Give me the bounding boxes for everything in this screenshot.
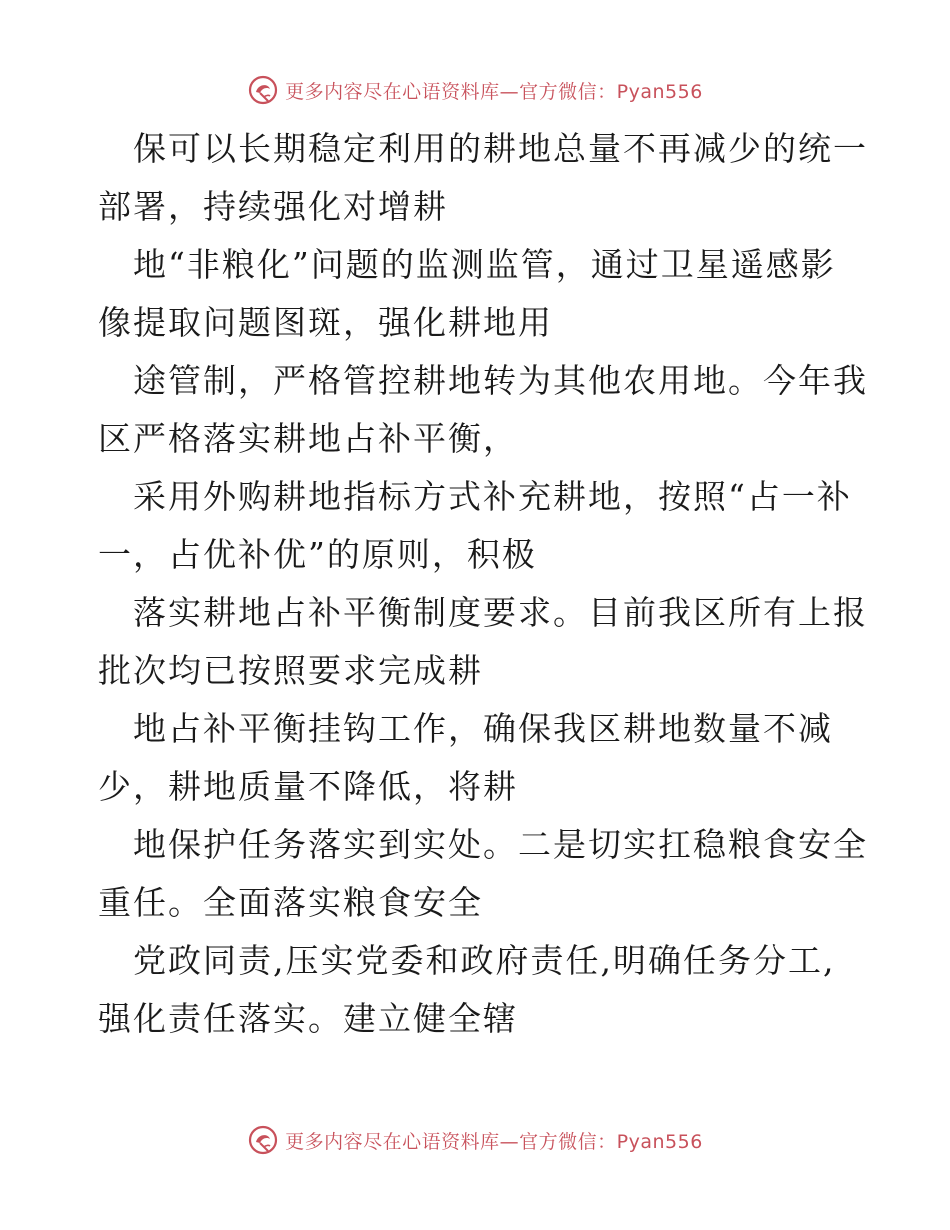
- paragraph: [98, 236, 858, 352]
- paragraph-line: 一，占优补优”的原则，积极: [98, 535, 537, 574]
- paragraph-line: 落实耕地占补平衡制度要求。目前我区所有上报: [133, 593, 868, 632]
- paragraph-line: 党政同责,压实党委和政府责任,明确任务分工,: [133, 941, 836, 980]
- paragraph-line: 重任。全面落实粮食安全: [98, 883, 483, 922]
- paragraph-line: 像提取问题图斑，强化耕地用: [98, 303, 553, 342]
- paragraph-line: 地保护任务落实到实处。二是切实扛稳粮食安全: [133, 825, 868, 864]
- paragraph-line: 批次均已按照要求完成耕: [98, 651, 483, 690]
- paragraph: [98, 700, 858, 816]
- watermark-text: 更多内容尽在心语资料库—官方微信：Pyan556: [285, 80, 703, 103]
- watermark-text: 更多内容尽在心语资料库—官方微信：Pyan556: [285, 1130, 703, 1153]
- paragraph-line: 途管制，严格管控耕地转为其他农用地。今年我: [133, 361, 868, 400]
- document-body: [98, 120, 868, 1048]
- paragraph: [98, 584, 868, 700]
- paragraph-line: 部署，持续强化对增耕: [98, 187, 448, 226]
- paragraph-line: 地“非粮化”问题的监测监管，通过卫星遥感影: [133, 245, 836, 284]
- header-watermark: [0, 70, 950, 110]
- rose-logo-icon: [247, 74, 279, 106]
- paragraph-line: 强化责任落实。建立健全辖: [98, 999, 518, 1038]
- rose-logo-icon: [247, 1124, 279, 1156]
- paragraph: [98, 468, 858, 584]
- paragraph-line: 区严格落实耕地占补平衡，: [98, 419, 518, 458]
- paragraph: [98, 120, 868, 236]
- paragraph: [98, 352, 868, 468]
- paragraph-line: 地占补平衡挂钩工作，确保我区耕地数量不减: [133, 709, 833, 748]
- paragraph: [98, 816, 868, 932]
- paragraph: [98, 932, 858, 1048]
- footer-watermark: [0, 1120, 950, 1160]
- paragraph-line: 少，耕地质量不降低，将耕: [98, 767, 518, 806]
- paragraph-line: 采用外购耕地指标方式补充耕地，按照“占一补: [133, 477, 852, 516]
- paragraph-line: 保可以长期稳定利用的耕地总量不再减少的统一: [133, 129, 868, 168]
